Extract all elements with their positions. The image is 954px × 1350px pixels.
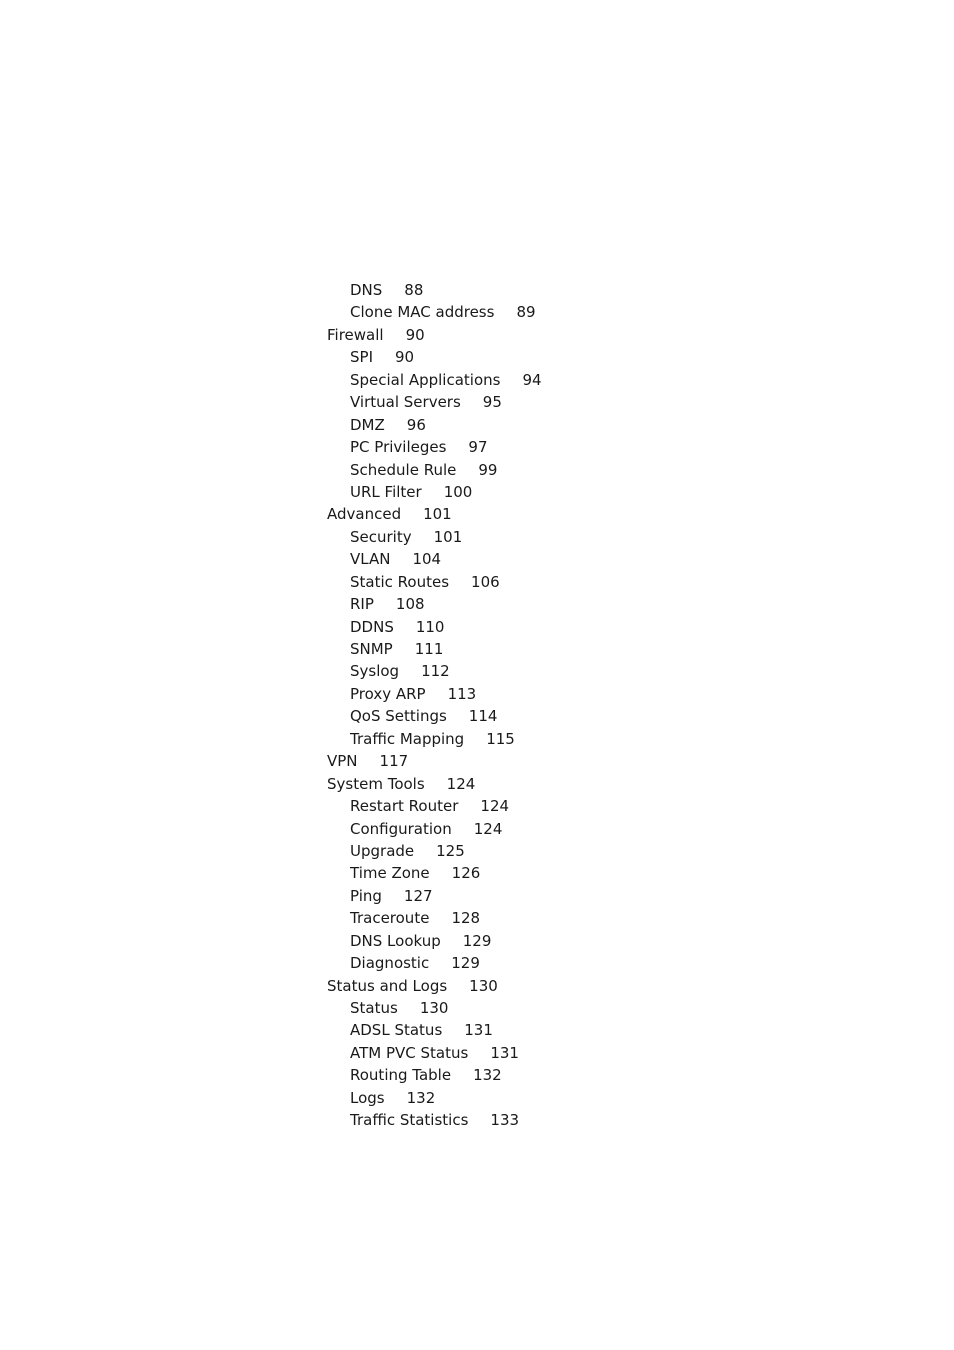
toc-entry-page-number: 126 <box>451 864 481 883</box>
toc-subsection-entry <box>327 1019 542 1041</box>
table-of-contents <box>327 279 542 1132</box>
toc-entry-page-number: 104 <box>412 550 442 569</box>
toc-entry-page-number: 124 <box>473 819 503 838</box>
toc-entry-title: Static Routes <box>350 572 450 591</box>
toc-subsection-entry <box>327 548 542 570</box>
toc-subsection-entry <box>327 1109 542 1131</box>
toc-subsection-entry <box>327 862 542 884</box>
toc-entry-page-number: 88 <box>404 281 424 299</box>
toc-entry-page-number: 113 <box>447 684 477 703</box>
toc-entry-page-number: 101 <box>423 505 452 524</box>
toc-entry-title: Proxy ARP <box>350 684 426 703</box>
toc-subsection-entry <box>327 840 542 862</box>
toc-entry-title: Ping <box>350 886 382 905</box>
toc-section-entry <box>327 324 542 346</box>
toc-entry-page-number: 101 <box>433 527 463 546</box>
toc-entry-title: DNS <box>350 281 383 299</box>
toc-subsection-entry <box>327 1087 542 1109</box>
toc-entry-page-number: 106 <box>471 572 500 591</box>
toc-subsection-entry <box>327 907 542 929</box>
toc-subsection-entry <box>327 436 542 458</box>
toc-entry-title: Virtual Servers <box>350 393 461 412</box>
toc-entry-page-number: 112 <box>421 662 450 681</box>
toc-entry-page-number: 99 <box>478 460 498 479</box>
toc-subsection-entry <box>327 952 542 974</box>
toc-entry-title: Schedule Rule <box>350 460 457 479</box>
toc-entry-page-number: 125 <box>436 841 465 860</box>
toc-subsection-entry <box>327 369 542 391</box>
toc-entry-title: URL Filter <box>350 482 422 501</box>
toc-subsection-entry <box>327 1042 542 1064</box>
toc-entry-title: RIP <box>350 595 374 614</box>
toc-entry-page-number: 97 <box>468 438 488 457</box>
toc-subsection-entry <box>327 616 542 638</box>
toc-entry-title: Security <box>350 527 412 546</box>
toc-entry-page-number: 132 <box>406 1088 436 1107</box>
toc-entry-page-number: 129 <box>462 931 492 950</box>
toc-entry-title: Traceroute <box>350 909 430 928</box>
toc-entry-page-number: 131 <box>464 1021 493 1040</box>
toc-section-entry <box>327 503 542 525</box>
toc-subsection-entry <box>327 885 542 907</box>
toc-entry-page-number: 96 <box>406 415 426 434</box>
toc-entry-title: SPI <box>350 348 373 367</box>
toc-entry-title: ADSL Status <box>350 1021 443 1040</box>
toc-entry-page-number: 130 <box>419 999 449 1017</box>
toc-entry-title: Status <box>350 999 398 1017</box>
toc-subsection-entry <box>327 660 542 682</box>
toc-entry-page-number: 133 <box>490 1111 520 1130</box>
toc-entry-page-number: 124 <box>446 774 476 793</box>
toc-entry-title: VLAN <box>350 550 391 569</box>
toc-entry-title: DDNS <box>350 617 394 636</box>
toc-entry-title: Firewall <box>327 325 384 344</box>
toc-entry-page-number: 115 <box>486 729 515 748</box>
toc-entry-title: Traffic Mapping <box>350 729 465 748</box>
toc-section-entry <box>327 975 542 997</box>
toc-subsection-entry <box>327 414 542 436</box>
toc-entry-title: Logs <box>350 1088 385 1107</box>
toc-subsection-entry <box>327 638 542 660</box>
toc-entry-page-number: 90 <box>405 325 425 344</box>
toc-entry-title: Configuration <box>350 819 452 838</box>
toc-entry-page-number: 124 <box>480 797 510 816</box>
toc-section-entry <box>327 773 542 795</box>
toc-entry-title: QoS Settings <box>350 707 447 726</box>
toc-entry-title: SNMP <box>350 640 393 658</box>
toc-entry-title: Syslog <box>350 662 400 681</box>
toc-subsection-entry <box>327 526 542 548</box>
toc-entry-title: Restart Router <box>350 797 459 816</box>
toc-entry-page-number: 131 <box>490 1043 519 1062</box>
toc-entry-page-number: 114 <box>468 707 498 726</box>
toc-entry-page-number: 111 <box>414 640 444 658</box>
toc-subsection-entry <box>327 705 542 727</box>
toc-entry-page-number: 128 <box>451 909 481 928</box>
toc-entry-title: Upgrade <box>350 841 415 860</box>
toc-subsection-entry <box>327 571 542 593</box>
toc-entry-title: Routing Table <box>350 1066 452 1085</box>
toc-entry-title: Advanced <box>327 505 402 524</box>
toc-entry-title: Diagnostic <box>350 954 430 973</box>
toc-entry-title: ATM PVC Status <box>350 1043 469 1062</box>
toc-entry-page-number: 117 <box>379 752 409 771</box>
toc-subsection-entry <box>327 459 542 481</box>
toc-subsection-entry <box>327 391 542 413</box>
toc-entry-page-number: 129 <box>451 954 480 973</box>
toc-entry-page-number: 94 <box>522 370 542 389</box>
toc-entry-page-number: 110 <box>415 617 445 636</box>
toc-entry-page-number: 130 <box>469 976 498 995</box>
toc-entry-title: Special Applications <box>350 370 501 389</box>
toc-entry-page-number: 90 <box>395 348 415 367</box>
toc-entry-title: DMZ <box>350 415 385 434</box>
toc-entry-page-number: 95 <box>482 393 502 412</box>
toc-entry-title: DNS Lookup <box>350 931 441 950</box>
toc-subsection-entry <box>327 1064 542 1086</box>
toc-entry-page-number: 89 <box>516 303 536 322</box>
toc-entry-page-number: 127 <box>403 886 433 905</box>
toc-subsection-entry <box>327 997 542 1019</box>
toc-entry-title: VPN <box>327 752 358 771</box>
toc-entry-page-number: 100 <box>443 482 473 501</box>
toc-entry-title: System Tools <box>327 774 425 793</box>
toc-subsection-entry <box>327 346 542 368</box>
toc-subsection-entry <box>327 301 542 323</box>
toc-subsection-entry <box>327 481 542 503</box>
toc-subsection-entry <box>327 593 542 615</box>
toc-subsection-entry <box>327 795 542 817</box>
toc-entry-title: Status and Logs <box>327 976 448 995</box>
toc-entry-page-number: 108 <box>395 595 425 614</box>
toc-entry-page-number: 132 <box>473 1066 502 1085</box>
toc-subsection-entry <box>327 683 542 705</box>
toc-section-entry <box>327 750 542 772</box>
toc-subsection-entry <box>327 728 542 750</box>
toc-entry-title: Traffic Statistics <box>350 1111 469 1130</box>
toc-entry-title: PC Privileges <box>350 438 447 457</box>
toc-entry-title: Time Zone <box>350 864 430 883</box>
toc-subsection-entry <box>327 930 542 952</box>
toc-subsection-entry <box>327 279 542 301</box>
toc-entry-title: Clone MAC address <box>350 303 495 322</box>
toc-subsection-entry <box>327 818 542 840</box>
